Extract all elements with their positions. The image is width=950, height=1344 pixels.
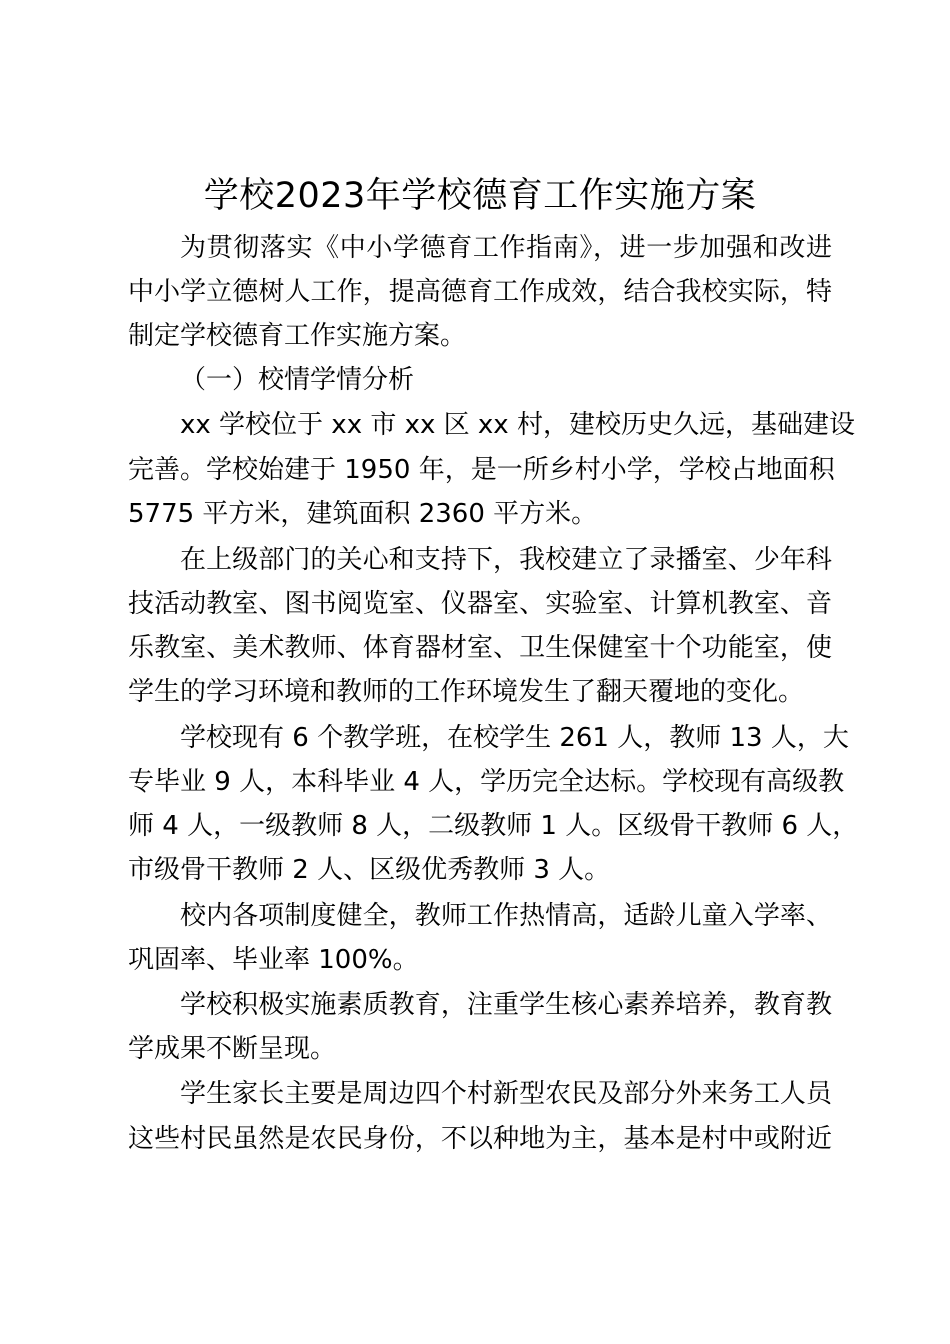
paragraph-line: 学生家长主要是周边四个村新型农民及部分外来务工人员 (180, 1079, 832, 1109)
paragraph-line: 师 4 人，一级教师 8 人，二级教师 1 人。区级骨干教师 6 人， (128, 811, 859, 841)
paragraph-line: 学成果不断呈现。 (128, 1034, 337, 1064)
paragraph-line: 为贯彻落实《中小学德育工作指南》，进一步加强和改进 (180, 233, 832, 263)
paragraph-line: 校内各项制度健全，教师工作热情高，适龄儿童入学率、 (180, 901, 832, 931)
paragraph-line: 学生的学习环境和教师的工作环境发生了翻天覆地的变化。 (128, 677, 805, 707)
paragraph-line: 技活动教室、图书阅览室、仪器室、实验室、计算机教室、音 (128, 589, 832, 619)
paragraph-line: 乐教室、美术教师、体育器材室、卫生保健室十个功能室，使 (128, 633, 832, 663)
paragraph-line: 制定学校德育工作实施方案。 (128, 321, 467, 351)
paragraph-line: 完善。学校始建于 1950 年，是一所乡村小学，学校占地面积 (128, 455, 835, 485)
document-title: 学校2023年学校德育工作实施方案 (203, 176, 757, 216)
paragraph-line: 这些村民虽然是农民身份，不以种地为主，基本是村中或附近 (128, 1124, 832, 1154)
paragraph-line: xx 学校位于 xx 市 xx 区 xx 村，建校历史久远，基础建设 (180, 410, 855, 440)
paragraph-line: 专毕业 9 人，本科毕业 4 人，学历完全达标。学校现有高级教 (128, 767, 845, 797)
paragraph-line: 学校积极实施素质教育，注重学生核心素养培养，教育教 (180, 990, 832, 1020)
paragraph-line: 学校现有 6 个教学班，在校学生 261 人，教师 13 人，大 (180, 723, 849, 753)
section-heading: （一）校情学情分析 (180, 365, 415, 395)
paragraph-line: 中小学立德树人工作，提高德育工作成效，结合我校实际，特 (128, 277, 832, 307)
paragraph-line: 5775 平方米，建筑面积 2360 平方米。 (128, 499, 598, 529)
paragraph-line: 在上级部门的关心和支持下，我校建立了录播室、少年科 (180, 545, 832, 575)
paragraph-line: 市级骨干教师 2 人、区级优秀教师 3 人。 (128, 855, 611, 885)
paragraph-line: 巩固率、毕业率 100%。 (128, 945, 419, 975)
